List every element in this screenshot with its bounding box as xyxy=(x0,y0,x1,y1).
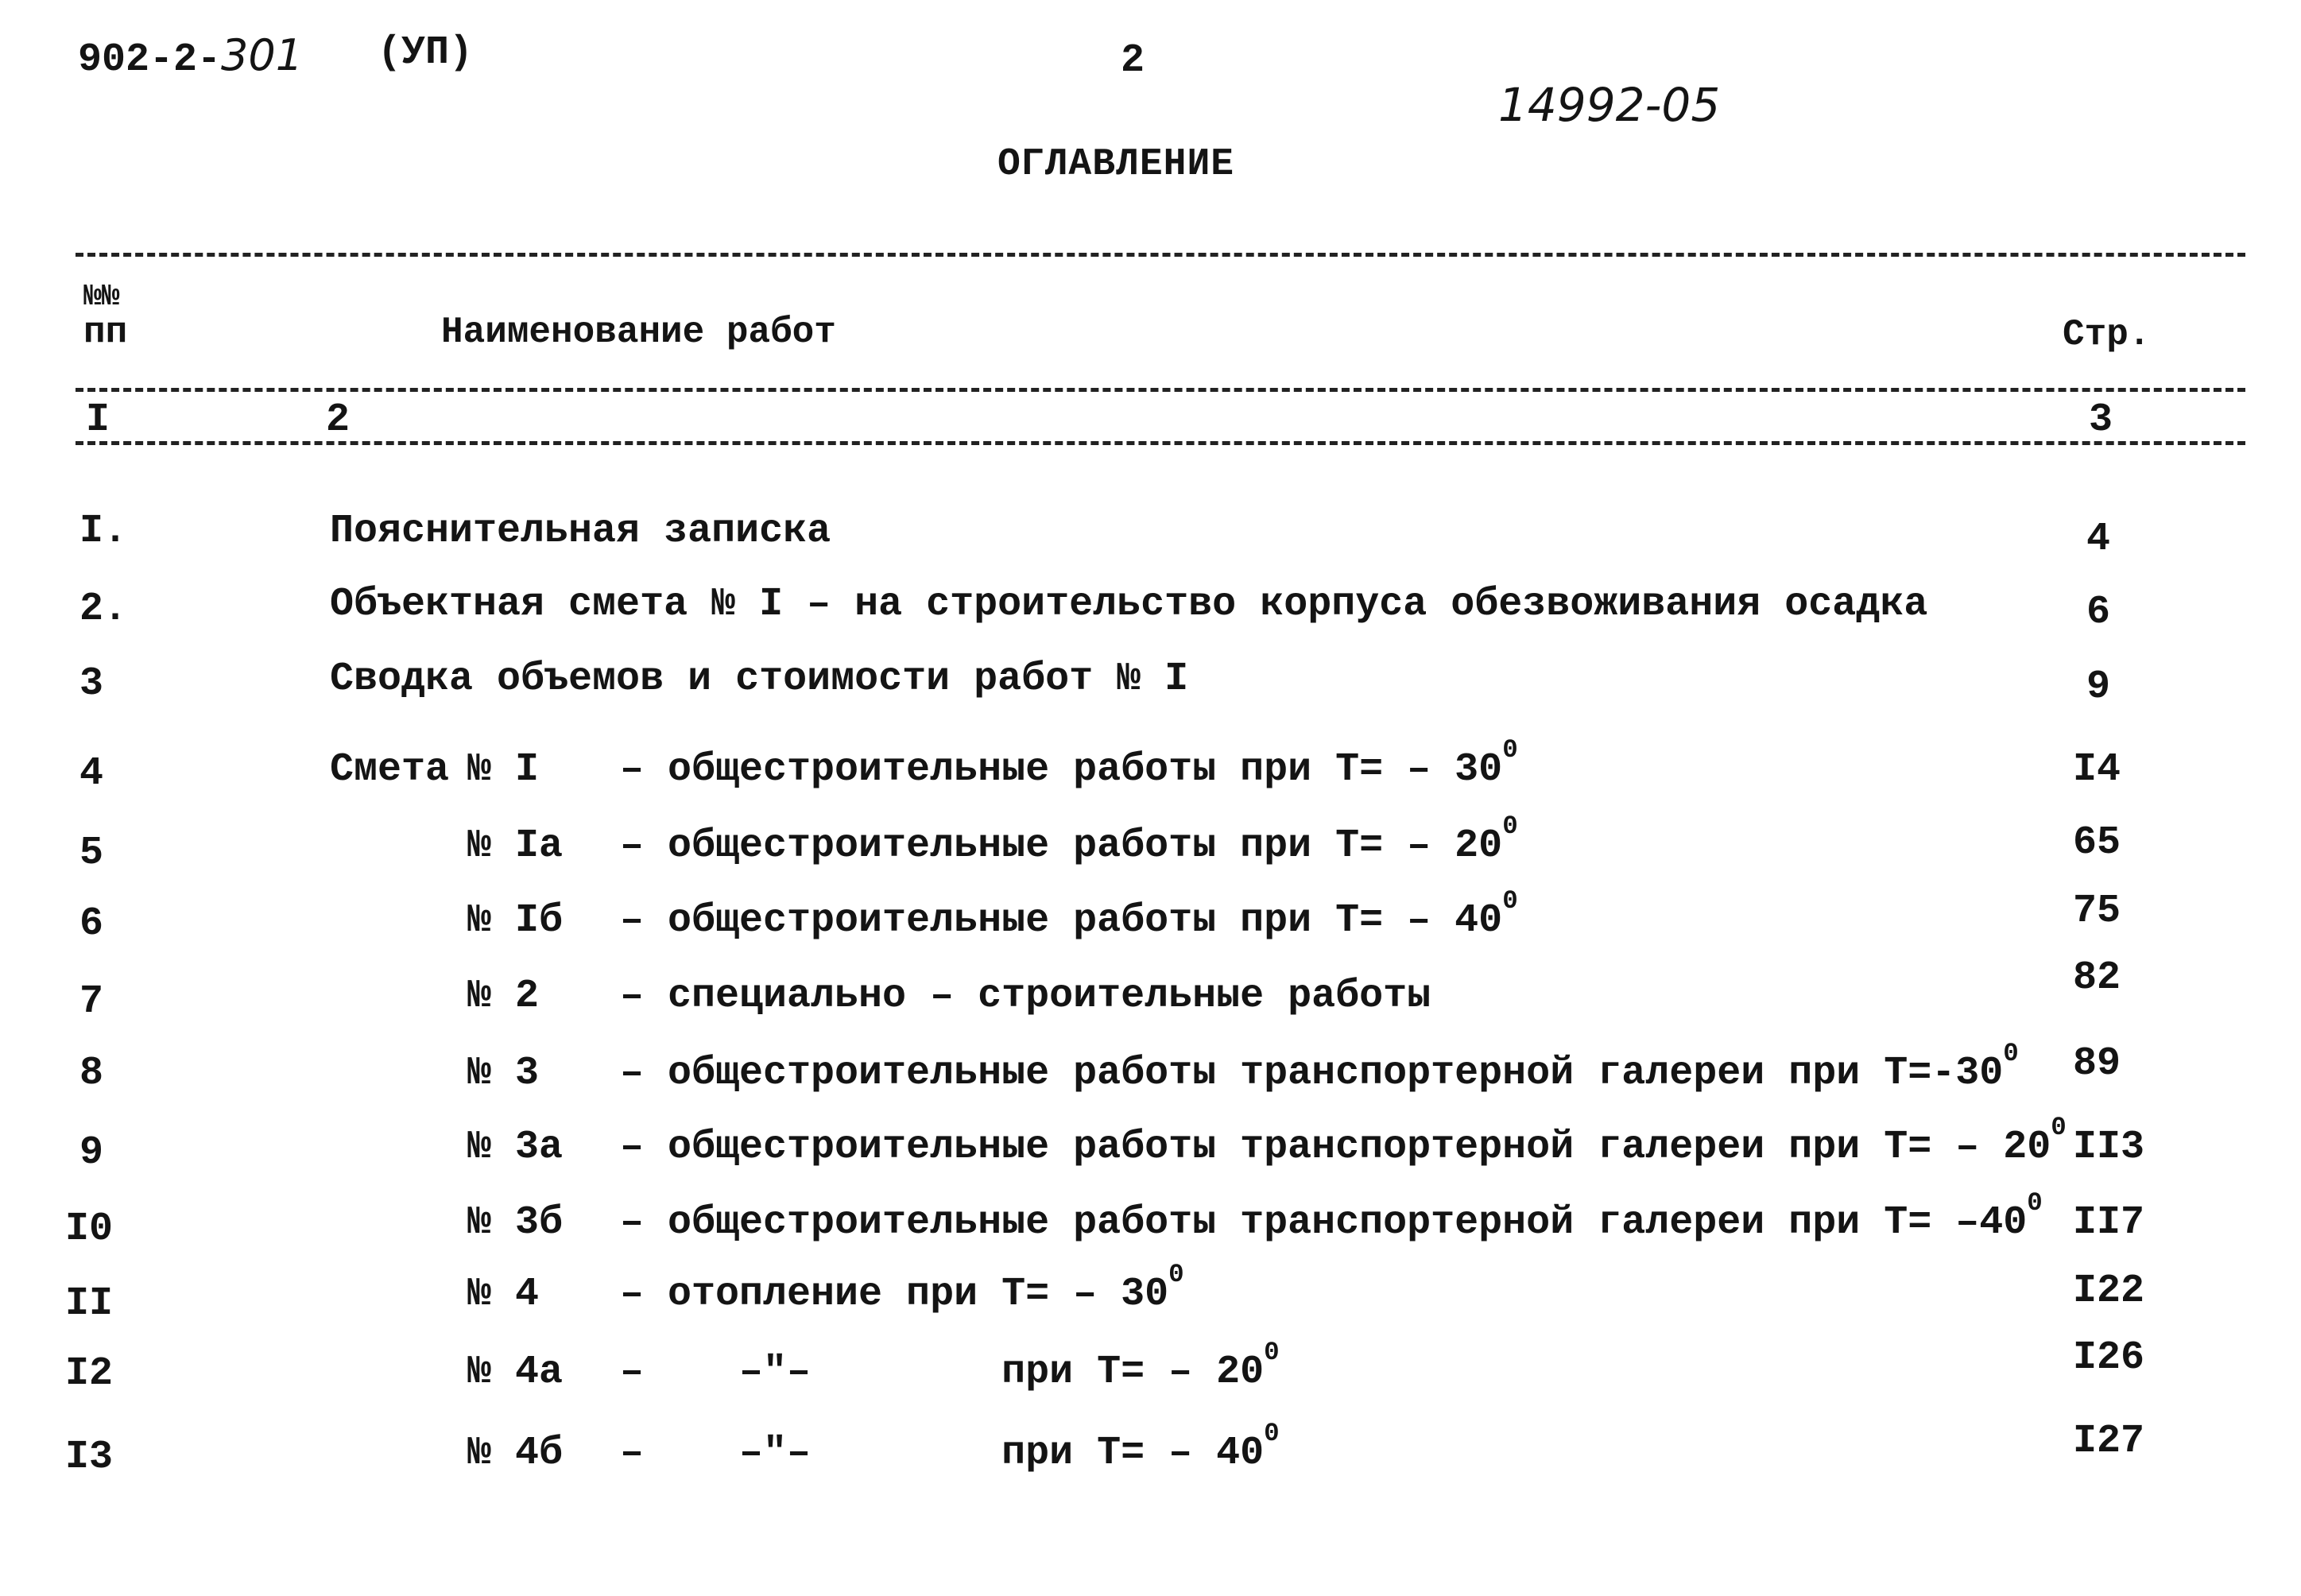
row-description xyxy=(620,734,1518,792)
col-header-number-line2: пп xyxy=(83,312,128,353)
col-header-number xyxy=(83,280,128,353)
row-description-text: – отопление при Т= – 30 xyxy=(620,1272,1169,1317)
row-number: I3 xyxy=(65,1435,114,1480)
row-page: I4 xyxy=(2073,747,2121,792)
row-number: 5 xyxy=(79,831,104,876)
row-description: Объектная смета № I – на строительство корпуса обезвоживания осадка xyxy=(330,582,1928,627)
row-number: I2 xyxy=(65,1351,114,1396)
row-description xyxy=(620,1038,2019,1096)
row-description: – специально – строительные работы xyxy=(620,974,1431,1019)
row-estimate-number: № I xyxy=(467,747,540,792)
inventory-number: 14992-05 xyxy=(1498,78,1721,132)
row-number: I0 xyxy=(65,1207,114,1252)
row-description-text: – общестроительные работы при Т= – 40 xyxy=(620,898,1503,943)
document-code-prefix: 902-2- xyxy=(78,37,222,83)
row-description xyxy=(620,811,1518,869)
row-page: 89 xyxy=(2073,1041,2121,1087)
row-description-text: – общестроительные работы транспортерной галереи при Т= – 20 xyxy=(620,1125,2051,1170)
row-page: 82 xyxy=(2073,955,2121,1001)
degree-mark: 0 xyxy=(1264,1337,1280,1367)
row-estimate-number: № 2 xyxy=(467,974,540,1019)
row-number: 9 xyxy=(79,1130,104,1176)
row-description-text: – общестроительные работы при Т= – 20 xyxy=(620,823,1503,869)
row-page: 9 xyxy=(2086,664,2111,710)
row-description xyxy=(620,885,1518,943)
degree-mark: 0 xyxy=(2003,1038,2019,1068)
degree-mark: 0 xyxy=(1502,885,1518,916)
page-number: 2 xyxy=(1121,38,1145,83)
row-estimate-number: № 4б xyxy=(467,1431,564,1476)
row-description xyxy=(620,1418,1280,1476)
row-page: 75 xyxy=(2073,889,2121,934)
row-page: 4 xyxy=(2086,517,2111,562)
row-description-text: – общестроительные работы при Т= – 30 xyxy=(620,747,1503,792)
degree-mark: 0 xyxy=(2027,1187,2043,1218)
row-page: 6 xyxy=(2086,590,2111,635)
degree-mark: 0 xyxy=(1264,1418,1280,1448)
row-number: I. xyxy=(79,509,128,554)
row-number: 3 xyxy=(79,661,104,707)
degree-mark: 0 xyxy=(1168,1259,1184,1289)
degree-mark: 0 xyxy=(1502,734,1518,765)
row-number: II xyxy=(65,1281,114,1327)
row-description xyxy=(620,1259,1184,1317)
col-header-name: Наименование работ xyxy=(441,312,836,353)
row-estimate-number: № 4а xyxy=(467,1350,564,1395)
header-top-rule xyxy=(76,253,2245,257)
row-description: Пояснительная записка xyxy=(330,509,831,554)
col-header-number-line1: №№ xyxy=(83,280,120,314)
col-number-2: 2 xyxy=(326,397,351,443)
row-description-text: – общестроительные работы транспортерной галереи при Т= –40 xyxy=(620,1200,2028,1245)
row-estimate-number: № Iа xyxy=(467,823,564,869)
album-number: (УП) xyxy=(378,30,474,76)
row-description xyxy=(620,1187,2043,1245)
row-description-text: – общестроительные работы транспортерной галереи при Т=-30 xyxy=(620,1051,2004,1096)
header-mid-rule xyxy=(76,388,2245,392)
row-estimate-number: № Iб xyxy=(467,898,564,943)
row-page: I27 xyxy=(2073,1419,2145,1464)
row-estimate-number: № 3б xyxy=(467,1200,564,1245)
row-number: 6 xyxy=(79,901,104,947)
row-number: 8 xyxy=(79,1051,104,1096)
row-description xyxy=(620,1337,1280,1395)
row-page: I22 xyxy=(2073,1269,2145,1314)
row-description xyxy=(620,1112,2067,1170)
row-description-text: – –"– при Т= – 20 xyxy=(620,1350,1265,1395)
row-number: 2. xyxy=(79,587,128,632)
document-code-handwritten: 301 xyxy=(221,30,304,80)
col-number-1: I xyxy=(86,397,110,443)
col-number-3: 3 xyxy=(2089,397,2113,443)
row-estimate-number: № 4 xyxy=(467,1272,540,1317)
row-estimate-number: № 3 xyxy=(467,1051,540,1096)
degree-mark: 0 xyxy=(2051,1112,2067,1142)
row-description-text: – –"– при Т= – 40 xyxy=(620,1431,1265,1476)
document-code xyxy=(78,30,303,83)
row-estimate-number: № 3а xyxy=(467,1125,564,1170)
row-number: 7 xyxy=(79,979,104,1025)
degree-mark: 0 xyxy=(1502,811,1518,841)
header-bottom-rule xyxy=(76,441,2245,445)
row-prefix: Смета xyxy=(330,747,450,792)
row-description: Сводка объемов и стоимости работ № I xyxy=(330,657,1189,702)
row-page: 65 xyxy=(2073,820,2121,866)
page-title: ОГЛАВЛЕНИЕ xyxy=(997,143,1235,186)
row-number: 4 xyxy=(79,751,104,796)
row-page: II7 xyxy=(2073,1200,2145,1245)
row-page: II3 xyxy=(2073,1125,2145,1170)
col-header-page: Стр. xyxy=(2063,314,2151,355)
row-page: I26 xyxy=(2073,1335,2145,1381)
